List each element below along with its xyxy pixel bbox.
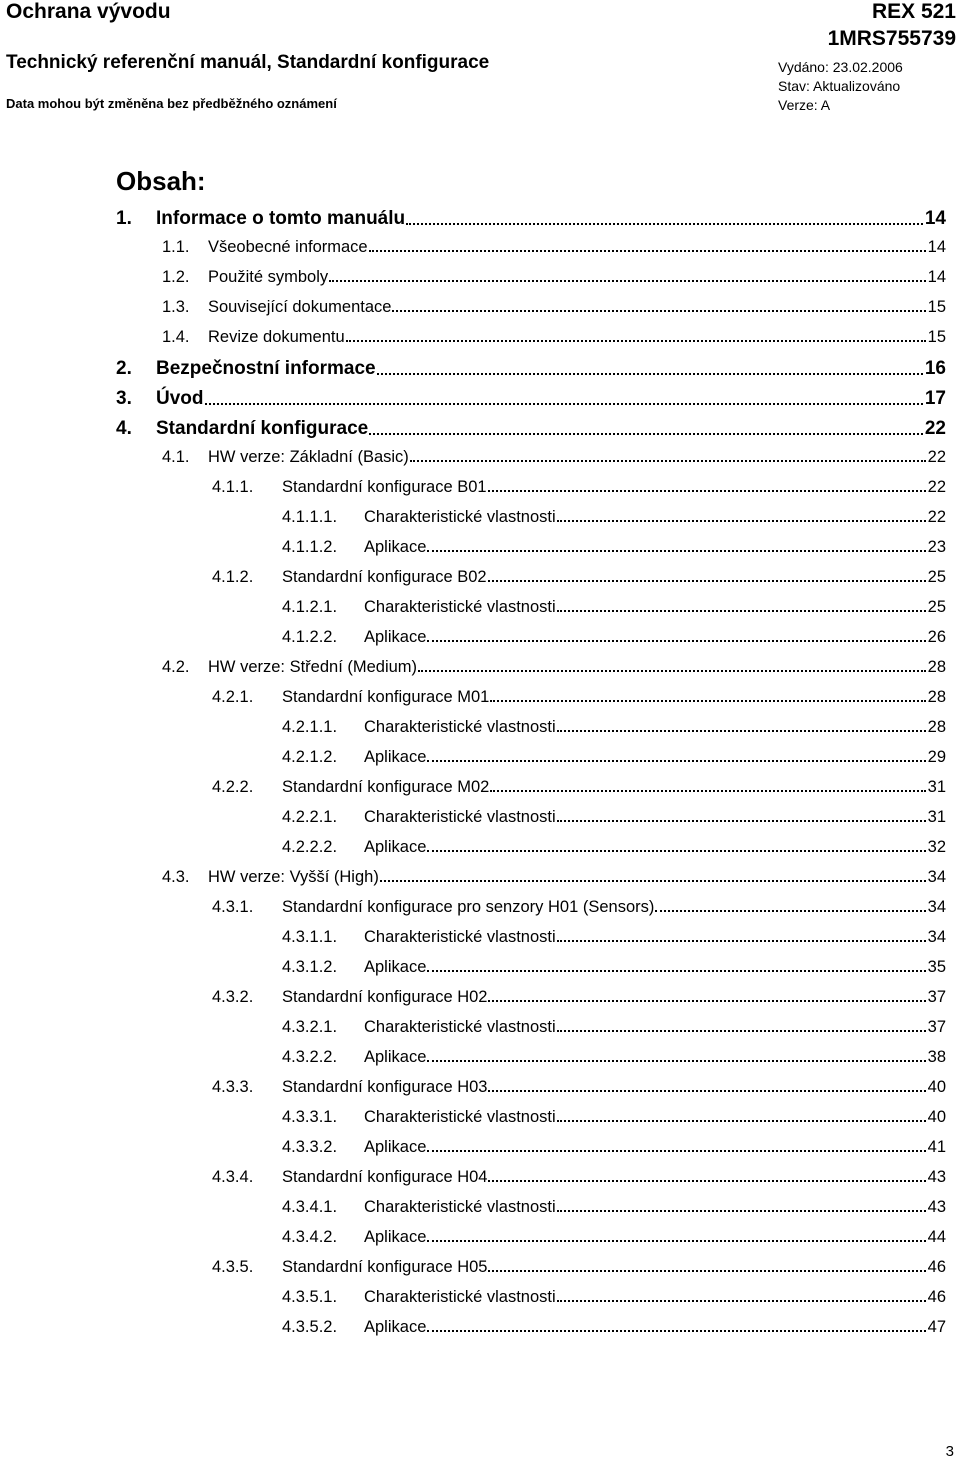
toc-dot-leader bbox=[488, 999, 925, 1002]
toc-entry-page: 17 bbox=[924, 388, 946, 409]
toc-entry-number: 4.1. bbox=[162, 448, 190, 466]
toc-dot-leader bbox=[380, 879, 926, 882]
toc-entry-page: 22 bbox=[927, 508, 946, 526]
toc-heading: Obsah: bbox=[116, 166, 206, 196]
toc-dot-leader bbox=[427, 549, 925, 552]
toc-dot-leader bbox=[557, 519, 926, 522]
toc-dot-leader bbox=[557, 609, 926, 612]
toc-entry-number: 4.3.1.1. bbox=[282, 928, 338, 946]
toc-entry[interactable] bbox=[0, 298, 946, 317]
toc-entry-title: Revize dokumentu bbox=[208, 328, 345, 346]
toc-entry-number: 1. bbox=[116, 208, 132, 229]
toc-dot-leader bbox=[377, 372, 923, 375]
toc-entry-page: 26 bbox=[927, 628, 946, 646]
toc-dot-leader bbox=[557, 1299, 926, 1302]
toc-entry-title: Úvod bbox=[156, 388, 204, 409]
toc-entry-number: 4.3.3. bbox=[212, 1078, 254, 1096]
toc-entry-title: Charakteristické vlastnosti bbox=[364, 1288, 556, 1306]
toc-entry-page: 22 bbox=[927, 448, 946, 466]
toc-entry-page: 34 bbox=[927, 868, 946, 886]
toc-entry-title: HW verze: Střední (Medium) bbox=[208, 658, 418, 676]
toc-entry-title: Standardní konfigurace H05 bbox=[282, 1258, 488, 1276]
toc-entry-page: 40 bbox=[927, 1108, 946, 1126]
toc-entry-page: 29 bbox=[927, 748, 946, 766]
toc-entry[interactable] bbox=[0, 688, 946, 707]
toc-entry-number: 1.1. bbox=[162, 238, 190, 256]
toc-entry[interactable] bbox=[0, 358, 946, 380]
toc-dot-leader bbox=[427, 759, 925, 762]
product-name: REX 521 bbox=[871, 0, 956, 23]
toc-entry[interactable] bbox=[0, 568, 946, 587]
toc-entry[interactable] bbox=[0, 958, 946, 977]
toc-entry-number: 4.3.2. bbox=[212, 988, 254, 1006]
toc-entry[interactable] bbox=[0, 1168, 946, 1187]
toc-entry-title: Charakteristické vlastnosti bbox=[364, 718, 556, 736]
toc-entry-number: 4.1.1.2. bbox=[282, 538, 338, 556]
toc-entry[interactable] bbox=[0, 448, 946, 467]
toc-entry-page: 15 bbox=[927, 298, 946, 316]
toc-entry-number: 4.3.3.2. bbox=[282, 1138, 338, 1156]
toc-entry-title: Použité symboly bbox=[208, 268, 329, 286]
toc-entry-page: 14 bbox=[927, 238, 946, 256]
toc-entry-page: 16 bbox=[924, 358, 946, 379]
toc-dot-leader bbox=[655, 909, 925, 912]
toc-entry[interactable] bbox=[0, 1108, 946, 1127]
toc-dot-leader bbox=[488, 579, 926, 582]
toc-entry[interactable] bbox=[0, 808, 946, 827]
toc-entry-title: Aplikace bbox=[364, 1048, 427, 1066]
toc-entry-number: 2. bbox=[116, 358, 132, 379]
toc-entry[interactable] bbox=[0, 748, 946, 767]
toc-dot-leader bbox=[418, 669, 926, 672]
toc-dot-leader bbox=[488, 1089, 925, 1092]
toc-entry[interactable] bbox=[0, 1318, 946, 1337]
toc-dot-leader bbox=[557, 1209, 926, 1212]
toc-entry-number: 4.3.5.2. bbox=[282, 1318, 338, 1336]
toc-entry[interactable] bbox=[0, 268, 946, 287]
toc-entry[interactable] bbox=[0, 1138, 946, 1157]
toc-entry-number: 4.3.2.1. bbox=[282, 1018, 338, 1036]
toc-entry-page: 22 bbox=[924, 418, 946, 439]
toc-entry-page: 28 bbox=[927, 658, 946, 676]
toc-entry-page: 40 bbox=[927, 1078, 946, 1096]
toc-entry-page: 44 bbox=[927, 1228, 946, 1246]
toc-entry[interactable] bbox=[0, 868, 946, 887]
toc-dot-leader bbox=[488, 1179, 925, 1182]
toc-entry[interactable] bbox=[0, 778, 946, 797]
toc-entry-page: 22 bbox=[927, 478, 946, 496]
toc-entry-title: Standardní konfigurace pro senzory H01 (Sensors) bbox=[282, 898, 655, 916]
toc-entry-title: Aplikace bbox=[364, 628, 427, 646]
toc-entry-number: 1.2. bbox=[162, 268, 190, 286]
toc-dot-leader bbox=[205, 402, 923, 405]
toc-entry[interactable] bbox=[0, 208, 946, 230]
toc-entry-title: Standardní konfigurace H04 bbox=[282, 1168, 488, 1186]
toc-entry[interactable] bbox=[0, 1258, 946, 1277]
toc-dot-leader bbox=[427, 1329, 925, 1332]
toc-entry-title: HW verze: Vyšší (High) bbox=[208, 868, 379, 886]
toc-entry-number: 4.2.1.1. bbox=[282, 718, 338, 736]
toc-entry-page: 47 bbox=[927, 1318, 946, 1336]
toc-entry-page: 35 bbox=[927, 958, 946, 976]
toc-entry-title: Charakteristické vlastnosti bbox=[364, 508, 556, 526]
toc-entry-number: 1.3. bbox=[162, 298, 190, 316]
toc-entry-number: 3. bbox=[116, 388, 132, 409]
toc-entry[interactable] bbox=[0, 898, 946, 917]
toc-dot-leader bbox=[488, 1269, 925, 1272]
toc-entry[interactable] bbox=[0, 388, 946, 410]
toc-entry-title: Všeobecné informace bbox=[208, 238, 368, 256]
toc-entry[interactable] bbox=[0, 238, 946, 257]
toc-dot-leader bbox=[490, 699, 925, 702]
toc-entry-number: 4. bbox=[116, 418, 132, 439]
toc-entry[interactable] bbox=[0, 628, 946, 647]
toc-entry-number: 4.1.2. bbox=[212, 568, 254, 586]
toc-entry[interactable] bbox=[0, 508, 946, 527]
change-notice: Data mohou být změněna bez předběžného oznámení bbox=[6, 96, 337, 111]
toc-entry-number: 4.1.2.1. bbox=[282, 598, 338, 616]
toc-entry-title: Standardní konfigurace M01 bbox=[282, 688, 490, 706]
document-status: Stav: Aktualizováno bbox=[778, 78, 901, 94]
toc-dot-leader bbox=[557, 819, 926, 822]
toc-entry-title: Související dokumentace bbox=[208, 298, 392, 316]
toc-entry-number: 4.1.1.1. bbox=[282, 508, 338, 526]
toc-dot-leader bbox=[427, 969, 925, 972]
issue-date: Vydáno: 23.02.2006 bbox=[778, 59, 903, 75]
toc-entry-title: Charakteristické vlastnosti bbox=[364, 1018, 556, 1036]
toc-dot-leader bbox=[406, 222, 923, 225]
toc-entry-title: HW verze: Základní (Basic) bbox=[208, 448, 409, 466]
toc-entry-number: 1.4. bbox=[162, 328, 190, 346]
toc-entry-number: 4.1.2.2. bbox=[282, 628, 338, 646]
toc-dot-leader bbox=[329, 279, 926, 282]
toc-entry-title: Standardní konfigurace B01 bbox=[282, 478, 487, 496]
toc-dot-leader bbox=[392, 309, 925, 312]
toc-dot-leader bbox=[346, 339, 926, 342]
toc-entry-title: Standardní konfigurace M02 bbox=[282, 778, 490, 796]
toc-entry-title: Standardní konfigurace H02 bbox=[282, 988, 488, 1006]
toc-entry-page: 41 bbox=[927, 1138, 946, 1156]
toc-entry-title: Charakteristické vlastnosti bbox=[364, 808, 556, 826]
toc-entry-title: Aplikace bbox=[364, 958, 427, 976]
toc-dot-leader bbox=[369, 432, 923, 435]
document-meta bbox=[778, 58, 903, 115]
toc-entry-title: Standardní konfigurace B02 bbox=[282, 568, 487, 586]
toc-entry-title: Aplikace bbox=[364, 538, 427, 556]
toc-dot-leader bbox=[490, 789, 925, 792]
toc-entry-number: 4.2. bbox=[162, 658, 190, 676]
toc-entry-title: Charakteristické vlastnosti bbox=[364, 598, 556, 616]
toc-entry-page: 25 bbox=[927, 598, 946, 616]
toc-entry-number: 4.2.2. bbox=[212, 778, 254, 796]
toc-entry-page: 46 bbox=[927, 1258, 946, 1276]
toc-entry-number: 4.3.5. bbox=[212, 1258, 254, 1276]
toc-dot-leader bbox=[427, 1239, 925, 1242]
page-number: 3 bbox=[945, 1443, 954, 1460]
toc-entry-page: 37 bbox=[927, 988, 946, 1006]
toc-entry-number: 4.3.4.1. bbox=[282, 1198, 338, 1216]
toc-entry-number: 4.3.3.1. bbox=[282, 1108, 338, 1126]
toc-entry-number: 4.3.2.2. bbox=[282, 1048, 338, 1066]
toc-entry-number: 4.3.1.2. bbox=[282, 958, 338, 976]
document-version: Verze: A bbox=[778, 97, 831, 113]
toc-entry[interactable] bbox=[0, 1228, 946, 1247]
toc-entry-number: 4.3.4. bbox=[212, 1168, 254, 1186]
toc-entry[interactable] bbox=[0, 928, 946, 947]
toc-entry-page: 31 bbox=[927, 808, 946, 826]
toc-entry[interactable] bbox=[0, 538, 946, 557]
toc-entry-title: Standardní konfigurace bbox=[156, 418, 369, 439]
toc-entry-page: 28 bbox=[927, 718, 946, 736]
toc-entry[interactable] bbox=[0, 718, 946, 737]
toc-dot-leader bbox=[557, 939, 926, 942]
toc-entry[interactable] bbox=[0, 418, 946, 440]
toc-dot-leader bbox=[557, 729, 926, 732]
toc-dot-leader bbox=[427, 639, 925, 642]
toc-entry-number: 4.2.1. bbox=[212, 688, 254, 706]
toc-entry-page: 43 bbox=[927, 1198, 946, 1216]
toc-entry[interactable] bbox=[0, 658, 946, 677]
toc-entry-number: 4.1.1. bbox=[212, 478, 254, 496]
toc-entry[interactable] bbox=[0, 1198, 946, 1217]
toc-entry-page: 43 bbox=[927, 1168, 946, 1186]
toc-dot-leader bbox=[410, 459, 926, 462]
toc-entry-page: 46 bbox=[927, 1288, 946, 1306]
toc-entry-number: 4.3.5.1. bbox=[282, 1288, 338, 1306]
toc-entry-title: Aplikace bbox=[364, 838, 427, 856]
toc-entry-number: 4.3. bbox=[162, 868, 190, 886]
toc-entry[interactable] bbox=[0, 598, 946, 617]
toc-entry[interactable] bbox=[0, 1048, 946, 1067]
toc-dot-leader bbox=[427, 1149, 925, 1152]
toc-entry-page: 34 bbox=[927, 928, 946, 946]
toc-entry-page: 28 bbox=[927, 688, 946, 706]
toc-entry-number: 4.2.2.1. bbox=[282, 808, 338, 826]
toc-entry[interactable] bbox=[0, 988, 946, 1007]
toc-dot-leader bbox=[427, 849, 925, 852]
toc-entry-title: Aplikace bbox=[364, 1318, 427, 1336]
toc-entry[interactable] bbox=[0, 478, 946, 497]
document-id: 1MRS755739 bbox=[827, 27, 956, 50]
toc-dot-leader bbox=[557, 1029, 926, 1032]
toc-entry[interactable] bbox=[0, 838, 946, 857]
toc-entry-page: 14 bbox=[927, 268, 946, 286]
toc-entry-page: 38 bbox=[927, 1048, 946, 1066]
toc-entry-title: Charakteristické vlastnosti bbox=[364, 1198, 556, 1216]
toc-entry[interactable] bbox=[0, 1018, 946, 1037]
toc-dot-leader bbox=[369, 249, 926, 252]
toc-dot-leader bbox=[488, 489, 926, 492]
toc-entry-title: Bezpečnostní informace bbox=[156, 358, 376, 379]
manual-name: Technický referenční manuál, Standardní konfigurace bbox=[6, 52, 490, 73]
toc-entry-page: 31 bbox=[927, 778, 946, 796]
toc-entry-page: 25 bbox=[927, 568, 946, 586]
toc-entry[interactable] bbox=[0, 1078, 946, 1097]
toc-entry-title: Standardní konfigurace H03 bbox=[282, 1078, 488, 1096]
document-title: Ochrana vývodu bbox=[6, 0, 171, 23]
toc-entry-page: 15 bbox=[927, 328, 946, 346]
toc-entry-number: 4.3.4.2. bbox=[282, 1228, 338, 1246]
toc-entry[interactable] bbox=[0, 328, 946, 347]
toc-entry-title: Informace o tomto manuálu bbox=[156, 208, 406, 229]
toc-entry-title: Charakteristické vlastnosti bbox=[364, 1108, 556, 1126]
toc-entry-page: 14 bbox=[924, 208, 946, 229]
toc-dot-leader bbox=[427, 1059, 925, 1062]
toc-entry-number: 4.2.1.2. bbox=[282, 748, 338, 766]
toc-entry-title: Aplikace bbox=[364, 1138, 427, 1156]
toc-entry-title: Charakteristické vlastnosti bbox=[364, 928, 556, 946]
toc-entry-title: Aplikace bbox=[364, 1228, 427, 1246]
toc-entry-number: 4.3.1. bbox=[212, 898, 254, 916]
toc-dot-leader bbox=[557, 1119, 926, 1122]
toc-entry-page: 23 bbox=[927, 538, 946, 556]
toc-entry-page: 37 bbox=[927, 1018, 946, 1036]
toc-entry[interactable] bbox=[0, 1288, 946, 1307]
toc-entry-title: Aplikace bbox=[364, 748, 427, 766]
toc-entry-page: 32 bbox=[927, 838, 946, 856]
toc-entry-page: 34 bbox=[927, 898, 946, 916]
toc-entry-number: 4.2.2.2. bbox=[282, 838, 338, 856]
